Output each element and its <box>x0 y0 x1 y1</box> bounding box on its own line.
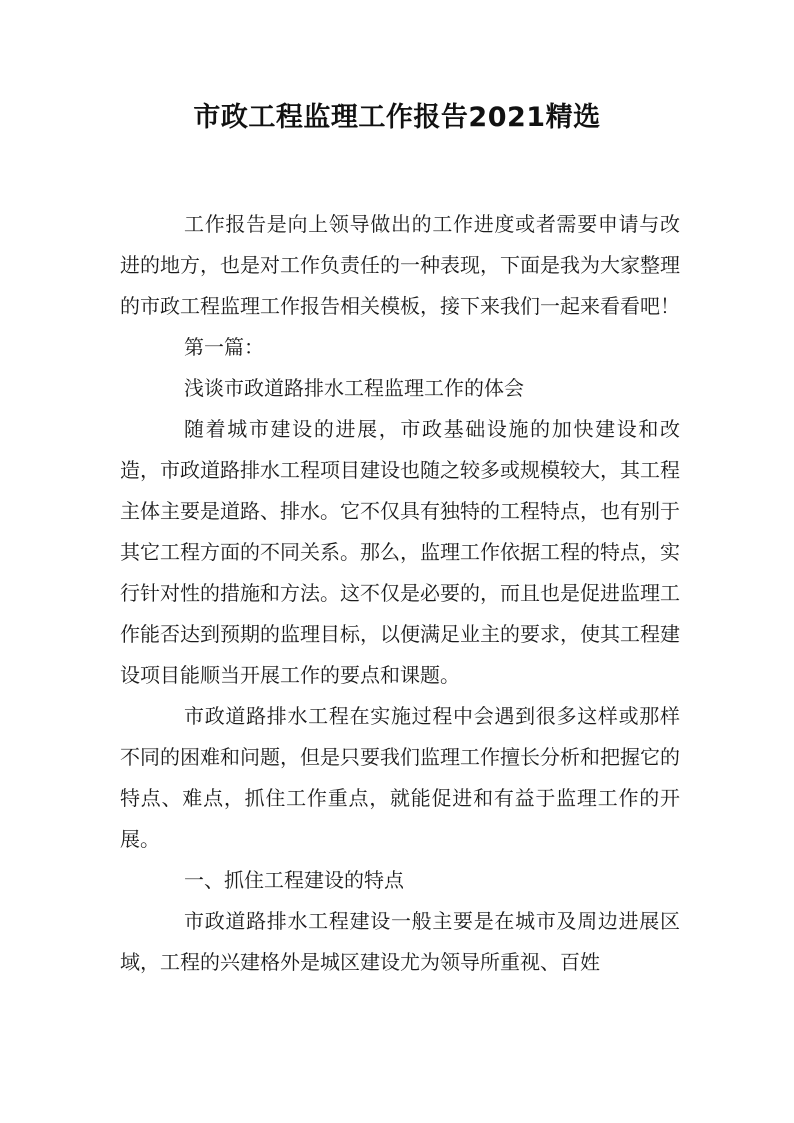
body-paragraph: 随着城市建设的进展，市政基础设施的加快建设和改造，市政道路排水工程项目建设也随之较多或规模较大，其工程主体主要是道路、排水。它不仅具有独特的工程特点，也有别于其它工程方面的不同关系。那么，监理工作依据工程的特点，实行针对性的措施和方法。这不仅是必要的，而且也是促进监理工作能否达到预期的监理目标，以便满足业主的要求，使其工程建设项目能顺当开展工作的要点和课题。 <box>120 417 680 687</box>
section-heading: 一、抓住工程建设的特点 <box>184 868 404 892</box>
intro-paragraph: 工作报告是向上领导做出的工作进度或者需要申请与改进的地方，也是对工作负责任的一种表现，下面是我为大家整理的市政工程监理工作报告相关模板，接下来我们一起来看看吧！ <box>120 212 680 318</box>
body-paragraph: 市政道路排水工程建设一般主要是在城市及周边进展区域，工程的兴建格外是城区建设尤为领导所重视、百姓 <box>120 909 680 974</box>
document-body <box>120 204 680 983</box>
body-paragraph: 市政道路排水工程在实施过程中会遇到很多这样或那样不同的困难和问题，但是只要我们监理工作擅长分析和把握它的特点、难点，抓住工作重点，就能促进和有益于监理工作的开展。 <box>120 704 680 851</box>
article-title: 浅谈市政道路排水工程监理工作的体会 <box>184 376 524 400</box>
part-heading: 第一篇： <box>184 335 264 359</box>
document-title: 市政工程监理工作报告2021精选 <box>193 102 601 133</box>
